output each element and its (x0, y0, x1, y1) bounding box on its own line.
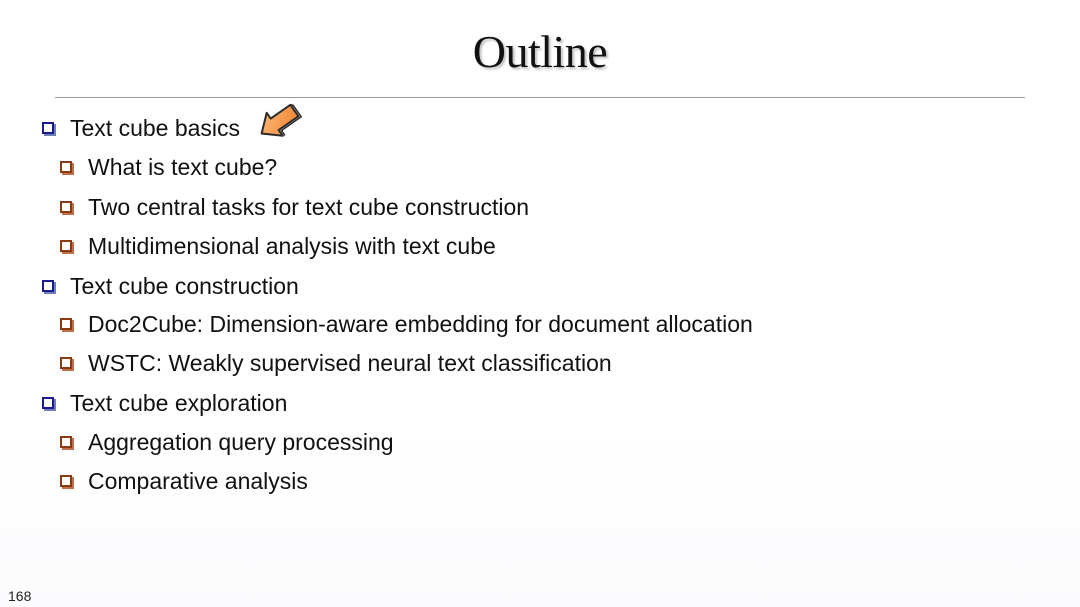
outline-subitem-label: Multidimensional analysis with text cube (88, 232, 496, 259)
bullet-square-icon (42, 280, 54, 292)
outline-item-label: Text cube basics (70, 114, 241, 141)
outline-subitem (60, 427, 394, 457)
slide-title: Outline (472, 26, 608, 77)
page-number: 168 (8, 588, 32, 604)
bullet-square-icon (60, 436, 72, 448)
outline-item (42, 388, 287, 418)
outline-subitem-label: Two central tasks for text cube construction (88, 193, 530, 220)
outline-item-label: Text cube construction (70, 272, 299, 299)
arrow-pointer-icon (254, 100, 302, 144)
outline-subitem (60, 192, 529, 222)
outline-subitem-label: Comparative analysis (88, 467, 308, 494)
bullet-square-icon (60, 318, 72, 330)
outline-item (42, 271, 299, 301)
bullet-square-icon (42, 122, 54, 134)
bullet-square-icon (60, 161, 72, 173)
outline-subitem (60, 231, 496, 261)
bullet-square-icon (60, 201, 72, 213)
outline-subitem-label: Doc2Cube: Dimension-aware embedding for document allocation (88, 310, 753, 337)
bullet-square-icon (60, 475, 72, 487)
outline-subitem (60, 152, 277, 182)
bullet-square-icon (42, 397, 54, 409)
bullet-square-icon (60, 240, 72, 252)
outline-subitem (60, 348, 612, 378)
outline-item-label: Text cube exploration (70, 389, 288, 416)
title-divider (55, 97, 1025, 98)
outline-subitem-label: Aggregation query processing (88, 428, 394, 455)
outline-subitem (60, 309, 753, 339)
outline-subitem-label: WSTC: Weakly supervised neural text classification (88, 349, 612, 376)
outline-subitem (60, 466, 308, 496)
outline-subitem-label: What is text cube? (88, 153, 278, 180)
outline-item (42, 113, 240, 143)
bullet-square-icon (60, 357, 72, 369)
